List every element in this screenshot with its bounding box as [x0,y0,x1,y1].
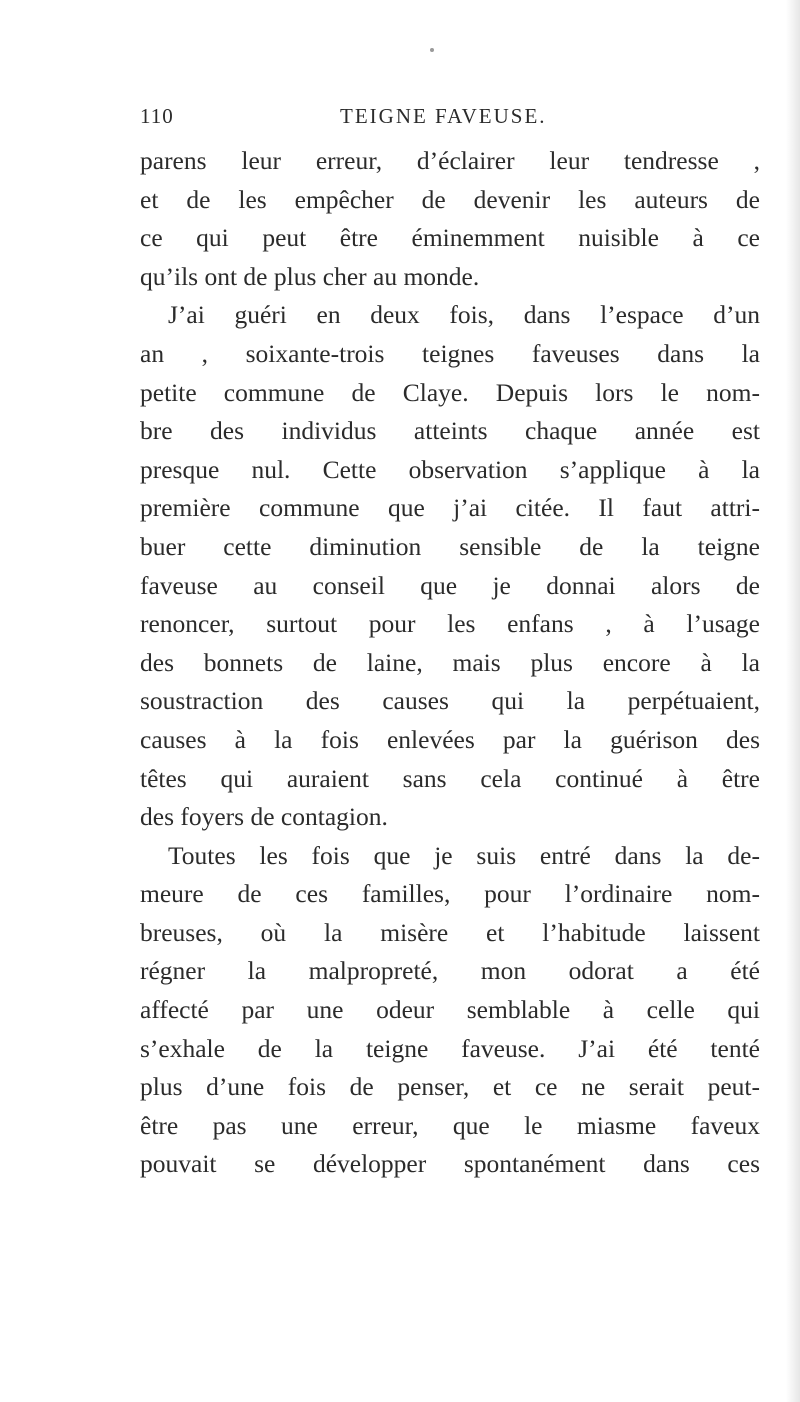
text-line: breuses, où la misère et l’habitude laissent [140,917,760,947]
text-line: bre des individus atteints chaque année est [140,416,760,446]
text-line: affecté par une odeur semblable à celle qui [140,995,760,1025]
text-line: meure de ces familles, pour l’ordinaire nom- [140,879,760,909]
text-line: soustraction des causes qui la perpétuaient, [140,686,760,716]
text-line: qu’ils ont de plus cher au monde. [140,261,480,291]
ink-speck [430,48,434,52]
text-line: et de les empêcher de devenir les auteurs de [140,184,760,214]
text-line: parens leur erreur, d’éclairer leur tendresse , [140,146,760,175]
text-line: plus d’une fois de penser, et ce ne serait peut- [140,1072,760,1102]
text-line: régner la malpropreté, mon odorat a été [140,956,760,986]
text-line: faveuse au conseil que je donnai alors de [140,570,760,600]
text-line: être pas une erreur, que le miasme faveux [140,1110,760,1140]
text-line: renoncer, surtout pour les enfans , à l’usage [140,609,760,639]
text-line: causes à la fois enlevées par la guérison des [140,724,760,754]
text-line: des foyers de contagion. [140,802,388,832]
body-text [140,142,760,1184]
text-line: Toutes les fois que je suis entré dans la de- [168,840,760,870]
text-line: petite commune de Claye. Depuis lors le nom- [140,377,760,407]
text-line: pouvait se développer spontanément dans ces [140,1149,760,1179]
running-header [140,104,560,140]
text-line: première commune que j’ai citée. Il faut attri- [140,493,760,523]
page-number: 110 [140,104,174,128]
text-line: des bonnets de laine, mais plus encore à la [140,647,760,677]
text-line: an , soixante-trois teignes faveuses dans la [140,338,760,368]
text-line: têtes qui auraient sans cela continué à être [140,763,760,793]
text-line: s’exhale de la teigne faveuse. J’ai été tenté [140,1033,760,1063]
page-edge-shadow [786,0,800,1402]
running-title: TEIGNE FAVEUSE. [340,104,547,128]
text-line: ce qui peut être éminemment nuisible à ce [140,223,760,253]
text-line: buer cette diminution sensible de la teigne [140,531,760,561]
text-line: presque nul. Cette observation s’applique à la [140,454,760,484]
text-line: J’ai guéri en deux fois, dans l’espace d’un [168,300,760,330]
